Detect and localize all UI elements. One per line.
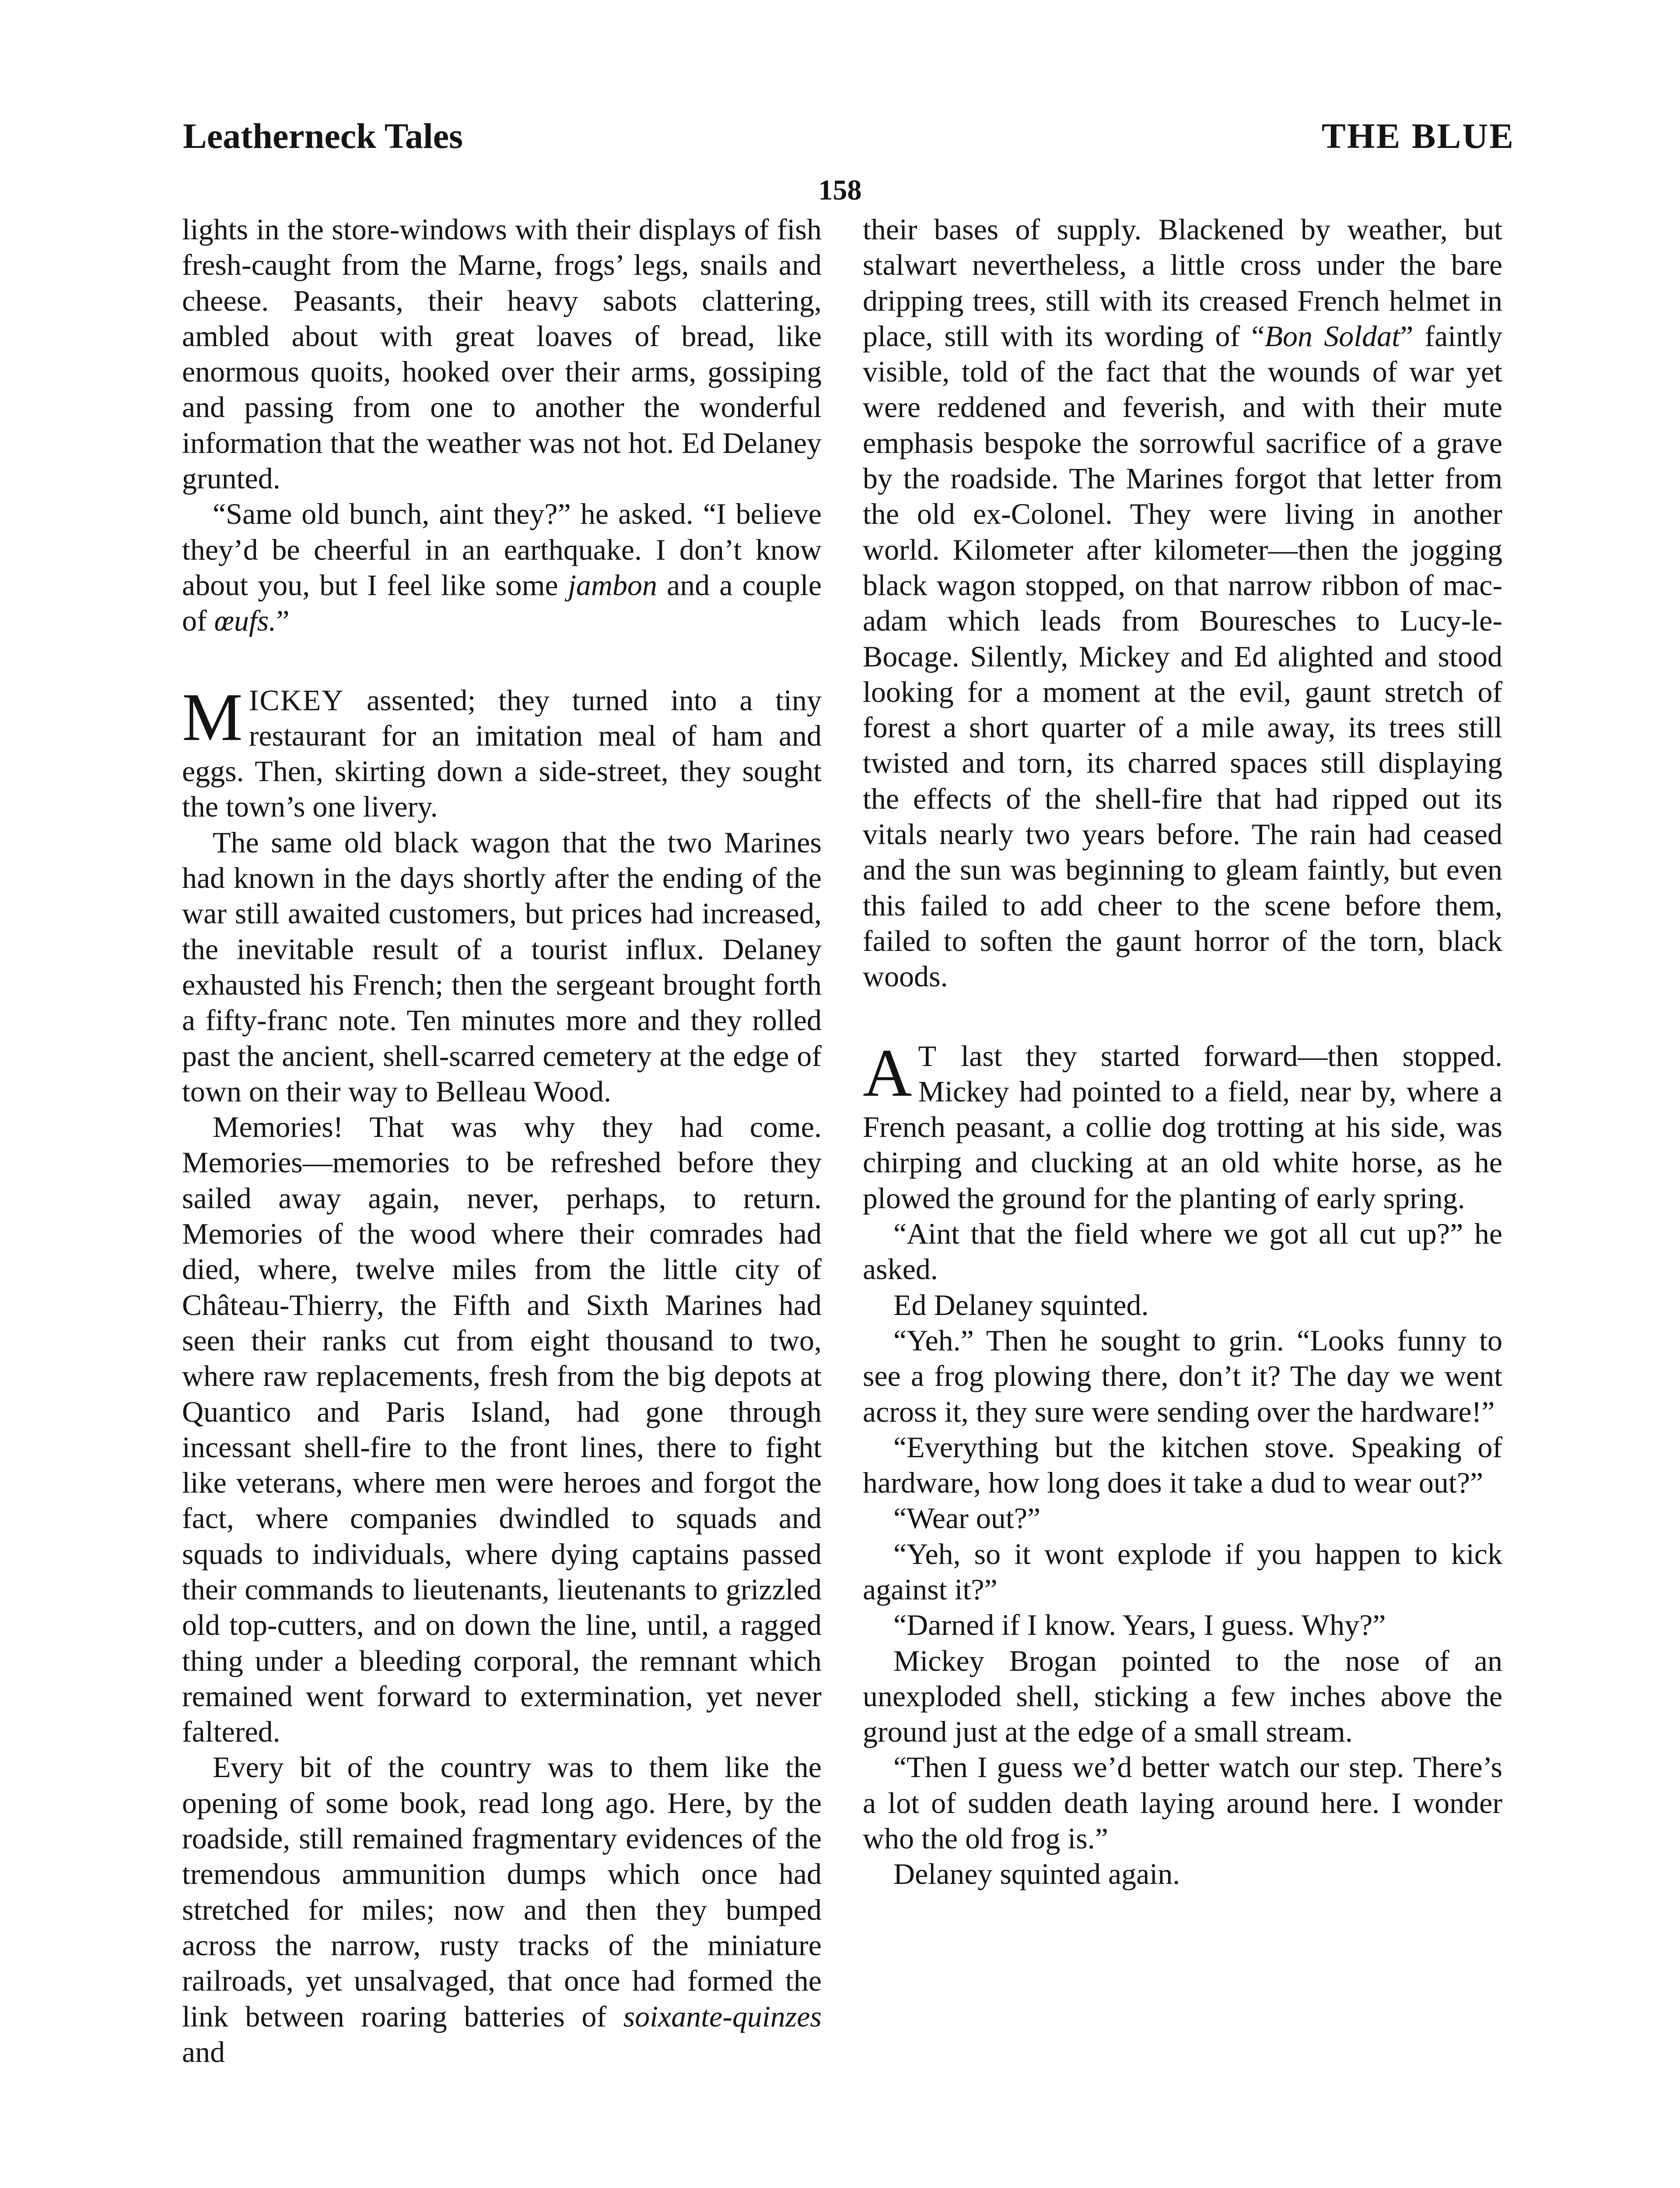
paragraph: Every bit of the country was to them like the opening of some book, read long ago. Here, by the roadside, still remained fragmentary evidences of the tremendous ammunition dumps which once had stretched for miles; now and then they bumped across the narrow, rusty tracks of the miniature railroads, yet unsalvaged, that once had formed the link between roaring batteries of soixante-quinzes and (182, 1750, 822, 2069)
paragraph: “Yeh, so it wont explode if you happen to kick against it?” (863, 1537, 1502, 1606)
paragraph: “Then I guess we’d better watch our step. There’s a lot of sudden death laying around here. I wonder who the old frog is.” (863, 1750, 1502, 1855)
paragraph: “Aint that the field where we got all cut up?” he asked. (863, 1217, 1502, 1286)
paragraph: “Yeh.” Then he sought to grin. “Looks funny to see a frog plowing there, don’t it? The day we went across it, they sure were sending over the hardware!” (863, 1323, 1502, 1428)
paragraph: “Same old bunch, aint they?” he asked. “I believe they’d be cheerful in an earthquake. I don’t know about you, but I feel like some jambon and a couple of œufs.” (182, 497, 822, 638)
section-opening-paragraph: A T last they started forward—then stopped. Mickey had pointed to a field, near by, where a French peasant, a collie dog trotting at his side, was chirping and clucking at an old white horse, as he plowed the ground for the planting of early spring. (863, 1034, 1502, 1215)
drop-cap: M (182, 679, 243, 755)
right-column (863, 212, 1502, 1892)
section-opening-paragraph: MICKEY assented; they turned into a tiny restaurant for an imitation meal of ham and eggs. Then, skirting down a side-street, they sought the town’s one livery. (182, 679, 822, 824)
drop-cap: A (863, 1034, 912, 1111)
running-head-magazine: THE BLUE (1322, 116, 1515, 156)
paragraph: Ed Delaney squinted. (893, 1288, 1149, 1322)
paragraph: lights in the store-windows with their displays of fish fresh-caught from the Marne, frogs’ legs, snails and cheese. Peasants, their heavy sabots clattering, ambled about with great loaves of bread, like enormous quoits, hooked over their arms, gossiping and passing from one to another the wonderful information that the weather was not hot. Ed Delaney grunted. (182, 213, 822, 495)
paragraph: Mickey Brogan pointed to the nose of an unexploded shell, sticking a few inches above the ground just at the edge of a small stream. (863, 1644, 1502, 1749)
paragraph: their bases of supply. Blackened by weather, but stalwart nevertheless, a little cross under the bare dripping trees, still with its creased French helmet in place, still with its wording of “Bon Soldat” faintly visible, told of the fact that the wounds of war yet were reddened and feverish, and with their mute emphasis bespoke the sorrowful sacrifice of a grave by the roadside. The Marines forgot that letter from the old ex-Colonel. They were living in another world. Kilometer after kilometer—then the jogging black wagon stopped, on that narrow ribbon of macadam which leads from Bouresches to Lucy-le-Bocage. Silently, Mickey and Ed alighted and stood looking for a moment at the evil, gaunt stretch of forest a short quarter of a mile away, its trees still twisted and torn, its charred spaces still displaying the effects of the shell-fire that had ripped out its vitals nearly two years before. The rain had ceased and the sun was beginning to gleam faintly, but even this failed to add cheer to the scene before them, failed to soften the gaunt horror of the torn, black woods. (863, 213, 1502, 993)
paragraph: “Darned if I know. Years, I guess. Why?” (893, 1608, 1386, 1642)
paragraph: Memories! That was why they had come. Memories—memories to be refreshed before they sailed away again, never, perhaps, to return. Memories of the wood where their comrades had died, where, twelve miles from the little city of Château-Thierry, the Fifth and Sixth Marines had seen their ranks cut from eight thousand to two, where raw replacements, fresh from the big depots at Quantico and Paris Island, had gone through incessant shell-fire to the front lines, there to fight like veterans, where men were heroes and forgot the fact, where companies dwindled to squads and squads to individuals, where dying captains passed their commands to lieutenants, lieutenants to grizzled old top-cutters, and on down the line, until, a ragged thing under a bleeding corporal, the remnant which remained went forward to extermination, yet never faltered. (182, 1110, 822, 1749)
left-column (182, 212, 822, 2070)
paragraph: The same old black wagon that the two Marines had known in the days shortly after the ending of the war still awaited customers, but prices had increased, the inevitable result of a tourist influx. Delaney exhausted his French; then the sergeant brought forth a fifty-franc note. Ten minutes more and they rolled past the ancient, shell-scarred cemetery at the edge of town on their way to Belleau Wood. (182, 825, 822, 1108)
paragraph: “Everything but the kitchen stove. Speaking of hardware, how long does it take a dud to wear out?” (863, 1430, 1502, 1500)
paragraph: “Wear out?” (893, 1501, 1041, 1535)
running-head-title: Leatherneck Tales (183, 116, 463, 156)
paragraph: Delaney squinted again. (893, 1857, 1180, 1891)
page-number: 158 (818, 174, 862, 206)
